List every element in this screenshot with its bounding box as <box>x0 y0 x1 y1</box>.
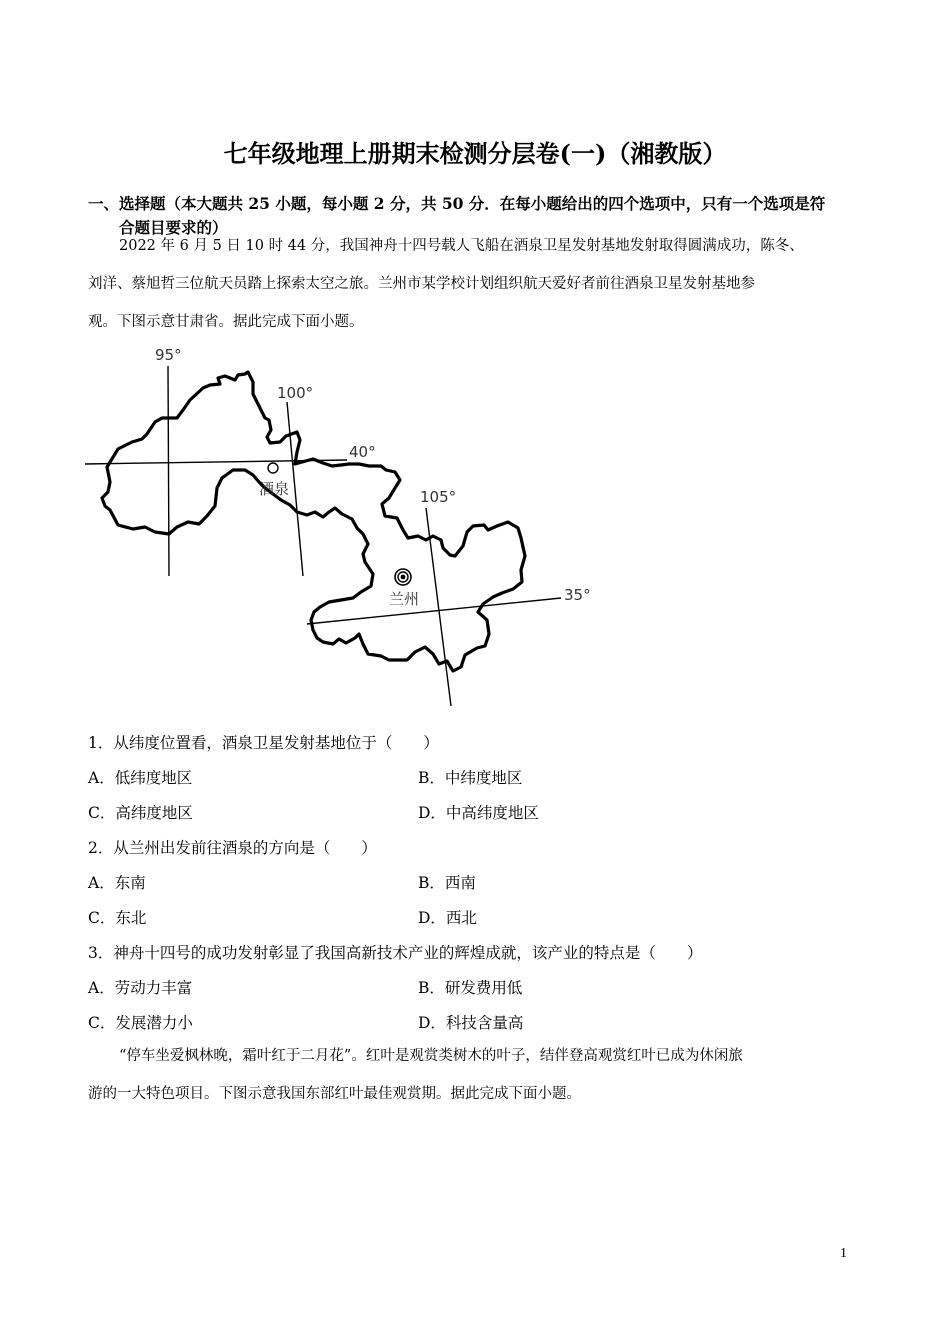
jiuquan-marker <box>268 463 278 473</box>
passage1-line1: 2022 年 6 月 5 日 10 时 44 分，我国神舟十四号载人飞船在酒泉卫星发射基地发射取得圆满成功，陈冬、 <box>119 238 804 254</box>
question-3-option-c: C．发展潜力小 <box>88 1014 193 1032</box>
meridian-100 <box>287 402 303 576</box>
question-2-option-d: D．西北 <box>418 909 477 927</box>
graticule <box>85 366 561 706</box>
label-95: 95° <box>155 346 182 364</box>
passage1-line2: 刘洋、蔡旭哲三位航天员踏上探索太空之旅。兰州市某学校计划组织航天爱好者前往酒泉卫星发射基地参 <box>88 276 755 292</box>
question-2-option-c: C．东北 <box>88 909 147 927</box>
question-1-stem: 1．从纬度位置看，酒泉卫星发射基地位于（ ） <box>88 734 439 752</box>
question-1-option-c: C．高纬度地区 <box>88 804 193 822</box>
question-3-option-a: A．劳动力丰富 <box>88 979 193 997</box>
page-title: 七年级地理上册期末检测分层卷(一)（湘教版） <box>223 139 727 168</box>
label-100: 100° <box>277 384 314 402</box>
question-3-option-d: D．科技含量高 <box>418 1014 524 1032</box>
page-number: 1 <box>840 1246 847 1261</box>
question-2-stem: 2．从兰州出发前往酒泉的方向是（ ） <box>88 839 377 857</box>
question-3-option-b: B．研发费用低 <box>418 979 523 997</box>
label-40: 40° <box>349 443 376 461</box>
meridian-95 <box>168 366 169 576</box>
question-1-option-d: D．中高纬度地区 <box>418 804 539 822</box>
question-1-option-a: A．低纬度地区 <box>88 769 193 787</box>
gansu-map <box>85 342 605 712</box>
question-2-option-a: A．东南 <box>88 874 146 892</box>
passage1-line3: 观。下图示意甘肃省。据此完成下面小题。 <box>88 314 364 330</box>
province-outline <box>102 372 525 671</box>
section-heading-line1: 一、选择题（本大题共 25 小题，每小题 2 分，共 50 分．在每小题给出的四个选项中，只有一个选项是符 <box>88 194 826 213</box>
lanzhou-marker-dot <box>401 575 406 580</box>
label-lanzhou: 兰州 <box>389 590 420 608</box>
passage2-line2: 游的一大特色项目。下图示意我国东部红叶最佳观赏期。据此完成下面小题。 <box>88 1086 581 1102</box>
section-heading-line2: 合题目要求的） <box>119 218 228 237</box>
question-3-stem: 3．神舟十四号的成功发射彰显了我国高新技术产业的辉煌成就，该产业的特点是（ ） <box>88 944 703 962</box>
cities <box>268 463 411 585</box>
label-105: 105° <box>420 488 457 506</box>
question-1-option-b: B．中纬度地区 <box>418 769 523 787</box>
label-jiuquan: 酒泉 <box>259 480 290 498</box>
parallel-35 <box>307 598 561 624</box>
question-2-option-b: B．西南 <box>418 874 476 892</box>
passage2-line1: “停车坐爱枫林晚，霜叶红于二月花”。红叶是观赏类树木的叶子，结伴登高观赏红叶已成为休闲旅 <box>119 1048 743 1064</box>
label-35: 35° <box>564 586 591 604</box>
